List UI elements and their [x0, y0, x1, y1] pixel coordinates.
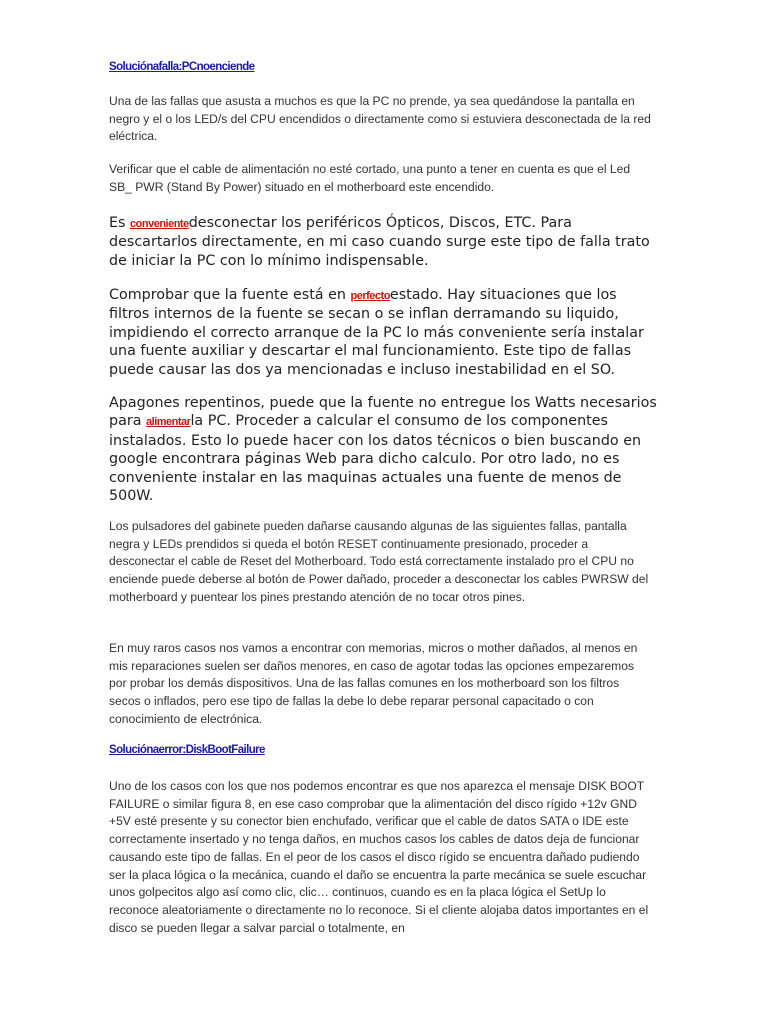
paragraph-text: la PC. Proceder a calcular el consumo de los componentes instalados. Esto lo puede hacer con los datos técnicos o bien buscando en google encontrara páginas Web para dicho calculo. Por otro lado, no es conveniente instalar en las maquinas actuales una fuente de menos de 500W. — [109, 413, 642, 505]
link-alimentar[interactable]: alimentar — [146, 416, 191, 429]
paragraph-text: desconectar los periféricos Ópticos, Discos, ETC. Para descartarlos directamente, en mi caso cuando surge este tipo de falla trato de iniciar la PC con lo mínimo indispensable. — [109, 215, 650, 269]
paragraph-cable-alimentacion: Verificar que el cable de alimentación no esté cortado, una punto a tener en cuenta es que el Led SB_ PWR (Stand By Power) situado en el motherboard este encendido. — [109, 162, 631, 194]
paragraph-text: Comprobar que la fuente está en — [109, 287, 351, 303]
paragraph-disk-boot: Uno de los casos con los que nos podemos encontrar es que nos aparezca el mensaje DISK BOOT FAILURE o similar figura 8, en ese caso comprobar que la alimentación del disco rígido +12v GND +5V esté presente y su conector bien enchufado, verificar que el cable de datos SATA o IDE este correctamente insertado y no tenga daños, en muchos casos los cables de datos deja de funcionar causando este tipo de fallas. En el peor de los casos el disco rígido se encuentra dañado pudiendo ser la placa lógica o la mecánica, cuando el daño se encuentra la parte mecánica se suele escuchar unos golpecitos algo así como clic, clic… continuos, cuando es en la placa lógica el SetUp lo reconoce aleatoriamente o directamente no lo reconoce. Si el cliente alojaba datos importantes en el disco se pueden llegar a salvar parcial o totalmente, en — [109, 779, 649, 935]
paragraph-intro: Una de las fallas que asusta a muchos es que la PC no prende, ya sea quedándose la pantalla en negro y el o los LED/s del CPU encendidos o directamente como si estuviera desconectada de la red eléctrica. — [109, 94, 651, 144]
section-heading-pc-no-enciende[interactable]: Soluciónafalla:PCnoenciende — [109, 61, 255, 73]
paragraph-text: Apagones repentinos, puede que la fuente no entregue los Watts necesarios para — [109, 395, 657, 430]
paragraph-text: Es — [109, 215, 131, 231]
paragraph-pulsadores: Los pulsadores del gabinete pueden dañarse causando algunas de las siguientes fallas, pantalla negra y LEDs prendidos si queda el botón RESET continuamente presionado, proceder a desconectar el cable de Reset del Motherboard. Todo está correctamente instalado pro el CPU no enciende puede deberse al botón de Power dañado, proceder a desconectar los cables PWRSW del motherboard y puentear los pines prestando atención de no tocar otros pines. — [109, 519, 649, 604]
paragraph-text: estado. Hay situaciones que los filtros internos de la fuente se secan o se inflan derramando su liquido, impidiendo el correcto arranque de la PC lo más conveniente sería instalar una fuente auxiliar y descartar el mal funcionamiento. Este tipo de fallas puede causar las dos ya mencionadas e incluso inestabilidad en el SO. — [109, 287, 644, 378]
paragraph-fuente — [109, 286, 661, 379]
paragraph-memorias: En muy raros casos nos vamos a encontrar con memorias, micros o mother dañados, al menos en mis reparaciones suelen ser daños menores, en caso de agotar todas las opciones empezaremos por probar los demás dispositivos. Una de las fallas comunes en los motherboard son los filtros secos o inflados, pero ese tipo de fallas la debe lo debe reparar personal capacitado o con conocimiento de electrónica. — [109, 641, 638, 726]
link-conveniente[interactable]: conveniente — [130, 218, 189, 230]
paragraph-apagones — [109, 394, 661, 505]
link-perfecto[interactable]: perfecto — [350, 290, 390, 302]
section-heading-disk-boot-failure[interactable]: Soluciónaerror:DiskBootFailure — [109, 744, 265, 756]
paragraph-perifericos — [109, 214, 661, 270]
